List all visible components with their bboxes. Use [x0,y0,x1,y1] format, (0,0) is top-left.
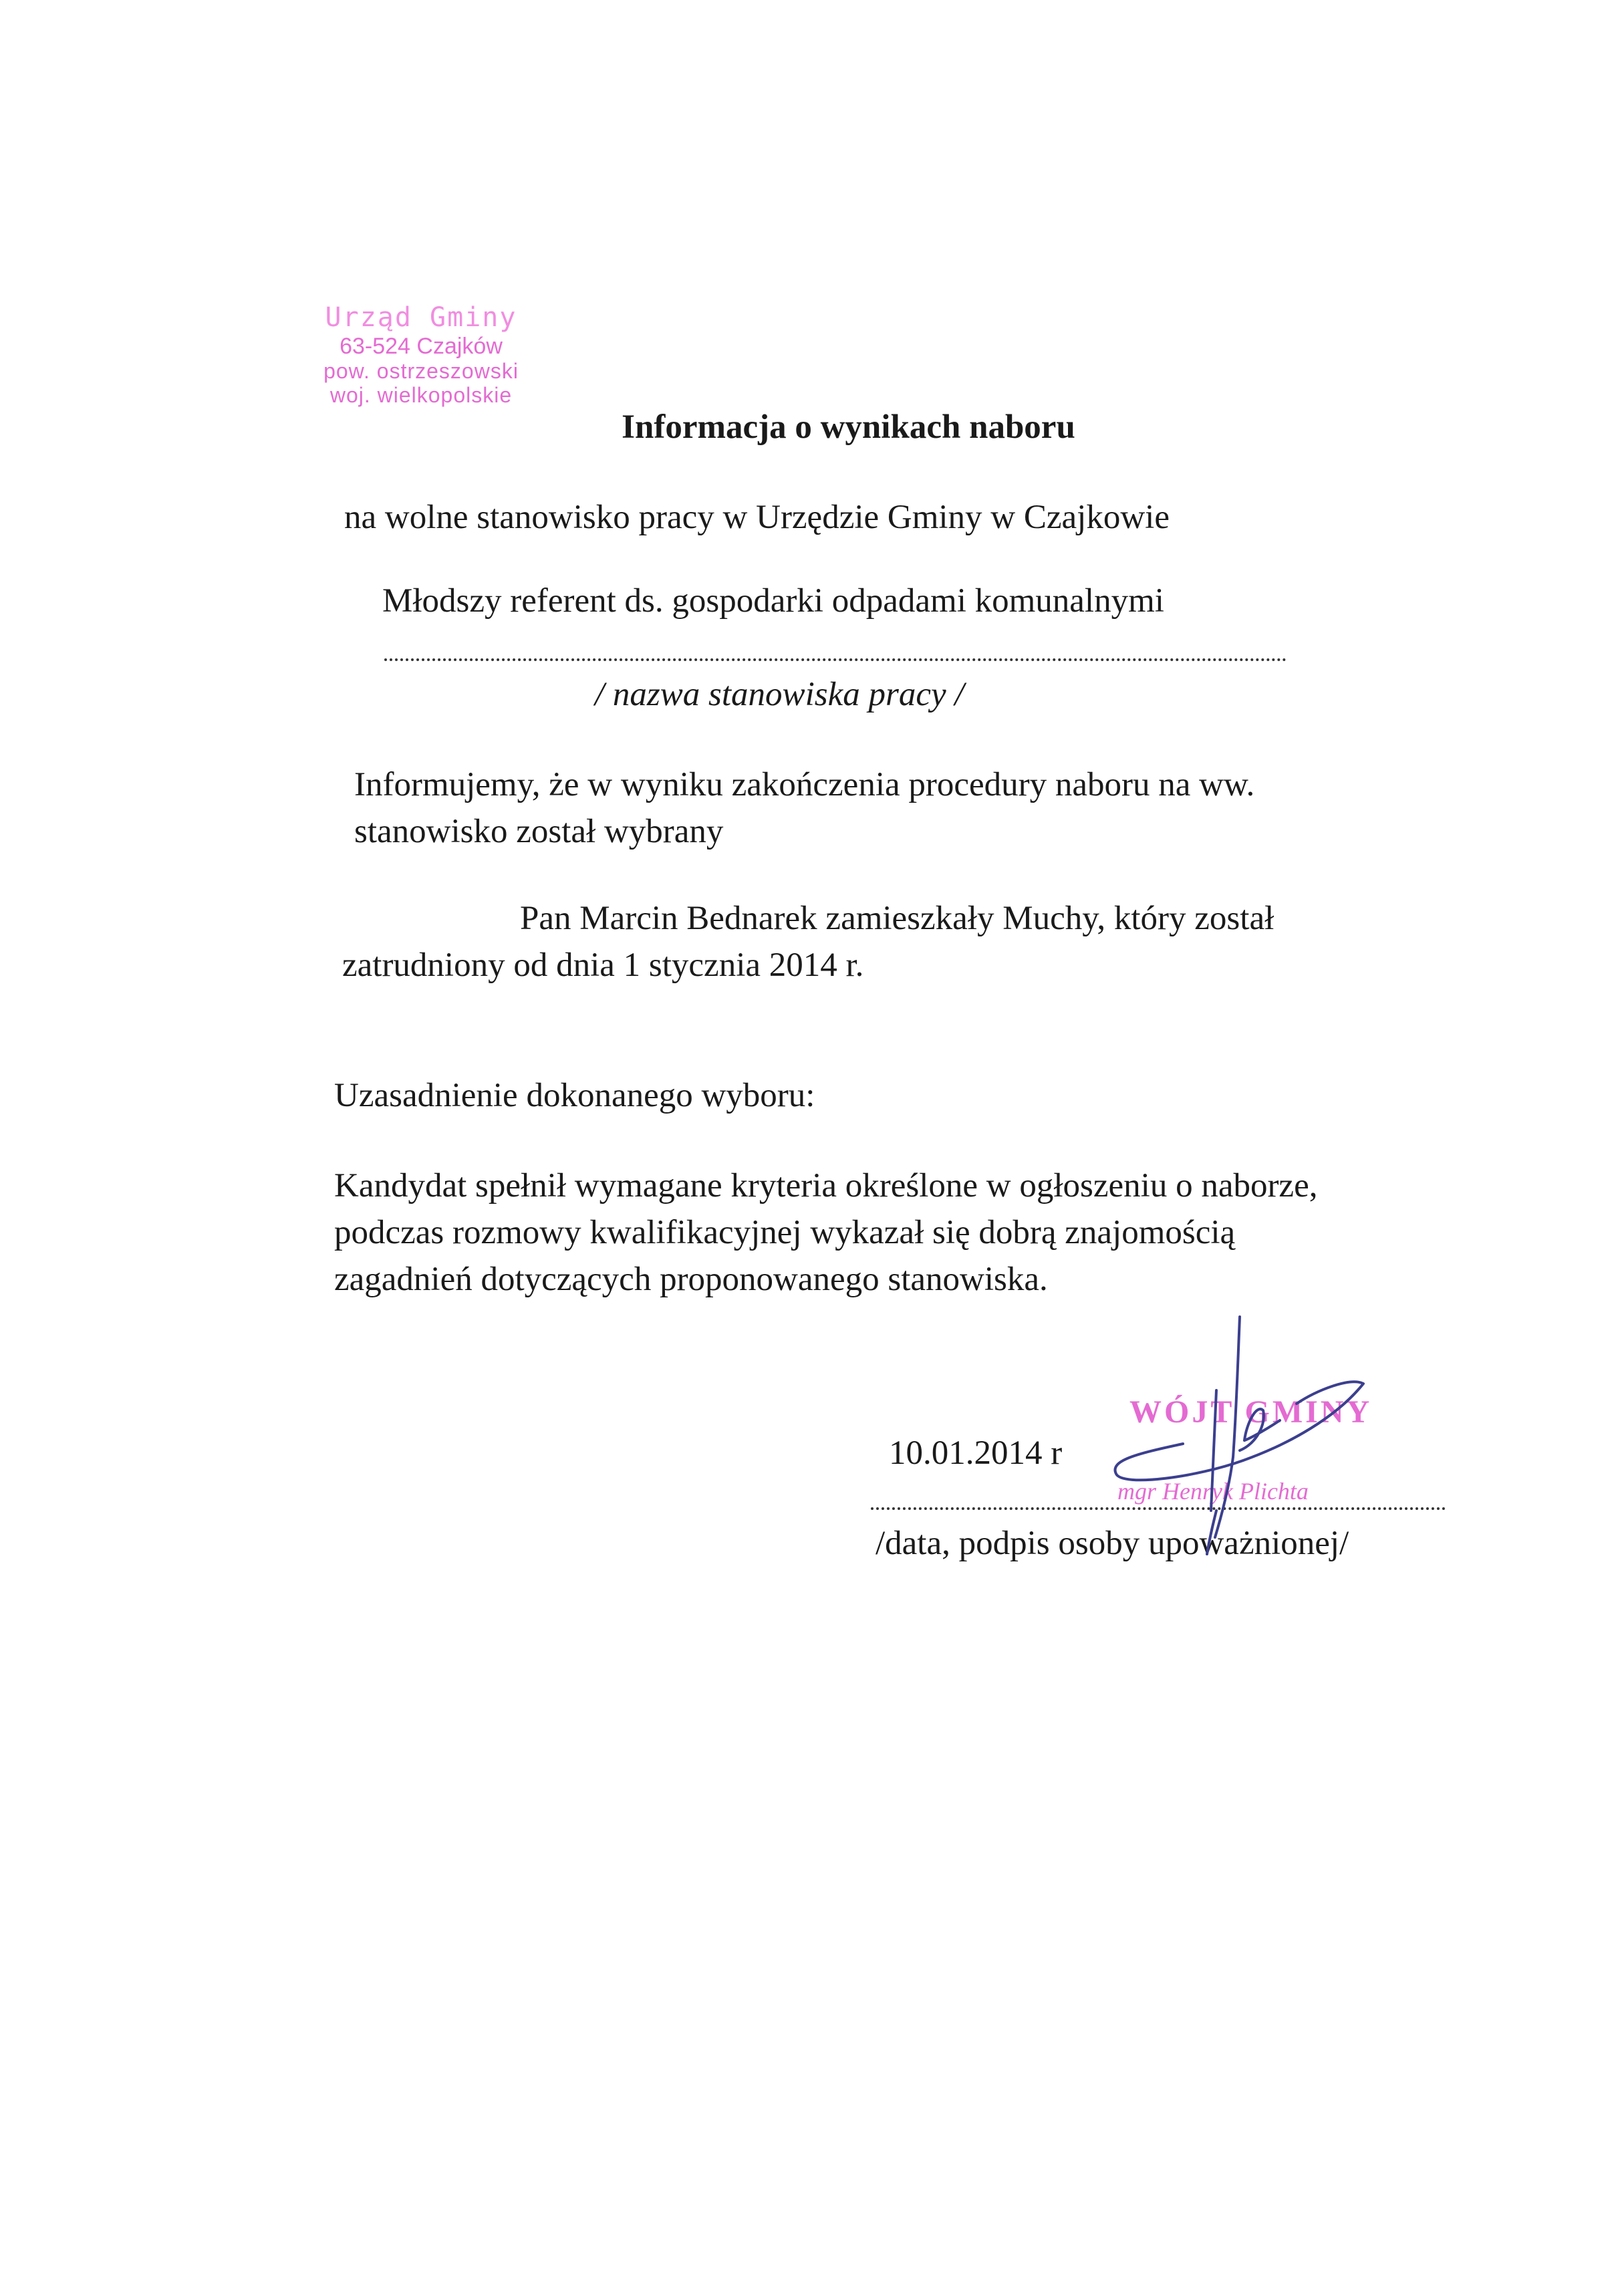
position-dotted-line [384,658,1287,661]
person-line-2: zatrudniony od dnia 1 stycznia 2014 r. [342,946,864,984]
justification-line-2: podczas rozmowy kwalifikacyjnej wykazał się dobrą znajomością [334,1214,1236,1251]
person-line-1: Pan Marcin Bednarek zamieszkały Muchy, który został [520,900,1274,937]
handwritten-signature [1096,1310,1390,1564]
signature-stamp-title: WÓJT GMINY [1129,1394,1373,1430]
position-caption: / nazwa stanowiska pracy / [595,676,964,713]
signature-caption: /data, podpis osoby upoważnionej/ [876,1525,1349,1562]
justification-line-1: Kandydat spełnił wymagane kryteria określone w ogłoszeniu o naborze, [334,1167,1318,1204]
position-name: Młodszy referent ds. gospodarki odpadami komunalnymi [382,582,1164,620]
info-line-2: stanowisko został wybrany [354,813,724,850]
stamp-county: pow. ostrzeszowski [323,359,519,383]
document-subtitle: na wolne stanowisko pracy w Urzędzie Gminy w Czajkowie [344,499,1170,536]
signature-stamp-name: mgr Henryk Plichta [1117,1478,1309,1505]
document-date: 10.01.2014 r [889,1434,1063,1472]
info-line-1: Informujemy, że w wyniku zakończenia procedury naboru na ww. [354,766,1255,803]
justification-heading: Uzasadnienie dokonanego wyboru: [334,1077,815,1114]
justification-line-3: zagadnień dotyczących proponowanego stanowiska. [334,1261,1048,1298]
office-stamp [281,304,561,406]
document-title: Informacja o wynikach naboru [622,408,1075,446]
stamp-office-name: Urząd Gminy [325,302,517,333]
stamp-postal-address: 63-524 Czajków [340,334,503,359]
stamp-voivodeship: woj. wielkopolskie [329,383,513,407]
